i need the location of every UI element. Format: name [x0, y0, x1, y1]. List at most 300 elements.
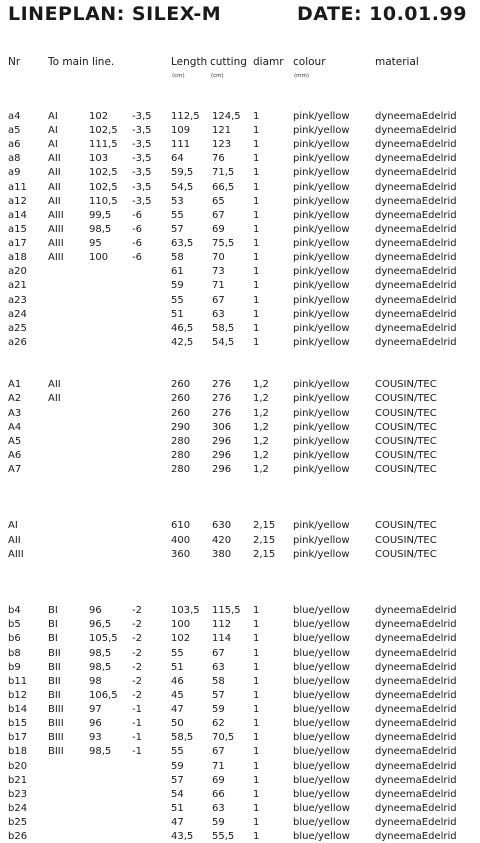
cell-to-main-length: 105,5 — [89, 633, 118, 645]
cell-material: dyneemaEdelrid — [375, 718, 457, 730]
cell-material: COUSIN/TEC — [375, 435, 437, 447]
cell-length: 53 — [171, 195, 184, 207]
cell-line-nr: a6 — [8, 139, 21, 151]
cell-colour: blue/yellow — [293, 689, 350, 701]
cell-colour: pink/yellow — [293, 125, 350, 137]
cell-cutting-length: 63 — [212, 308, 225, 320]
cell-diameter: 1 — [253, 774, 260, 786]
cell-colour: pink/yellow — [293, 520, 350, 532]
cell-material: dyneemaEdelrid — [375, 689, 457, 701]
table-row — [0, 435, 480, 448]
table-row — [0, 463, 480, 476]
cell-colour: blue/yellow — [293, 746, 350, 758]
cell-cutting-length: 67 — [212, 209, 225, 221]
cell-cutting-length: 65 — [212, 195, 225, 207]
cell-to-main-offset: -1 — [132, 732, 142, 744]
cell-diameter: 2,15 — [253, 548, 276, 560]
cell-to-main-offset: -2 — [132, 647, 142, 659]
table-row — [0, 548, 480, 561]
cell-to-main-line: BI — [48, 605, 58, 617]
table-row — [0, 322, 480, 335]
cell-to-main-line: AII — [48, 181, 61, 193]
cell-line-nr: b12 — [8, 689, 28, 701]
cell-length: 100 — [171, 619, 191, 631]
cell-colour: blue/yellow — [293, 619, 350, 631]
cell-material: COUSIN/TEC — [375, 421, 437, 433]
cell-to-main-length: 103 — [89, 153, 109, 165]
table-row — [0, 421, 480, 434]
cell-to-main-offset: -3,5 — [132, 125, 152, 137]
cell-to-main-offset: -3,5 — [132, 153, 152, 165]
cell-length: 360 — [171, 548, 191, 560]
cell-length: 55 — [171, 746, 184, 758]
table-row — [0, 830, 480, 843]
table-row — [0, 731, 480, 744]
cell-to-main-line: AIII — [48, 252, 64, 264]
cell-line-nr: b17 — [8, 732, 28, 744]
cell-line-nr: a24 — [8, 308, 27, 320]
cell-to-main-offset: -2 — [132, 661, 142, 673]
cell-to-main-line: BIII — [48, 732, 64, 744]
cell-colour: pink/yellow — [293, 167, 350, 179]
table-row — [0, 703, 480, 716]
cell-length: 51 — [171, 308, 184, 320]
cell-line-nr: b14 — [8, 704, 28, 716]
header-nr: Nr — [8, 56, 21, 68]
cell-length: 63,5 — [171, 238, 194, 250]
cell-to-main-length: 96 — [89, 718, 102, 730]
cell-length: 290 — [171, 421, 191, 433]
cell-colour: pink/yellow — [293, 111, 350, 122]
table-row — [0, 661, 480, 674]
cell-diameter: 1,2 — [253, 407, 269, 419]
cell-diameter: 1 — [253, 647, 260, 659]
cell-material: dyneemaEdelrid — [375, 223, 457, 235]
cell-length: 61 — [171, 266, 184, 278]
table-row — [0, 760, 480, 773]
cell-cutting-length: 112 — [212, 619, 232, 631]
cell-cutting-length: 63 — [212, 802, 225, 814]
cell-to-main-line: AII — [48, 153, 61, 165]
table-row — [0, 138, 480, 151]
cell-cutting-length: 70,5 — [212, 732, 235, 744]
cell-diameter: 1 — [253, 308, 260, 320]
header-length: Length — [171, 56, 208, 68]
cell-diameter: 1 — [253, 280, 260, 292]
cell-length: 103,5 — [171, 605, 200, 617]
cell-colour: blue/yellow — [293, 605, 350, 617]
table-row — [0, 308, 480, 321]
table-row — [0, 124, 480, 137]
cell-cutting-length: 276 — [212, 379, 232, 391]
cell-material: dyneemaEdelrid — [375, 252, 457, 264]
cell-material: dyneemaEdelrid — [375, 195, 457, 207]
cell-cutting-length: 76 — [212, 153, 225, 165]
header-to-main-line: To main line. — [48, 56, 115, 68]
cell-material: dyneemaEdelrid — [375, 308, 457, 320]
cell-material: dyneemaEdelrid — [375, 125, 457, 137]
cell-to-main-offset: -1 — [132, 718, 142, 730]
cell-line-nr: a18 — [8, 252, 27, 264]
cell-cutting-length: 114 — [212, 633, 232, 645]
cell-diameter: 1 — [253, 689, 260, 701]
cell-material: dyneemaEdelrid — [375, 817, 457, 828]
cell-line-nr: a12 — [8, 195, 27, 207]
cell-colour: blue/yellow — [293, 647, 350, 659]
table-row — [0, 336, 480, 349]
cell-cutting-length: 66,5 — [212, 181, 235, 193]
cell-to-main-length: 96 — [89, 605, 102, 617]
cell-diameter: 1 — [253, 336, 260, 348]
cell-diameter: 1 — [253, 181, 260, 193]
cell-diameter: 1 — [253, 605, 260, 617]
cell-to-main-line: AII — [48, 393, 61, 405]
cell-to-main-line: BII — [48, 647, 61, 659]
cell-material: dyneemaEdelrid — [375, 153, 457, 165]
cell-line-nr: b15 — [8, 718, 28, 730]
table-row — [0, 449, 480, 462]
cell-colour: blue/yellow — [293, 633, 350, 645]
cell-colour: blue/yellow — [293, 661, 350, 673]
cell-diameter: 1 — [253, 266, 260, 278]
cell-colour: pink/yellow — [293, 209, 350, 221]
cell-to-main-line: AII — [48, 379, 61, 391]
cell-colour: pink/yellow — [293, 407, 350, 419]
cell-colour: pink/yellow — [293, 464, 350, 475]
cell-line-nr: b24 — [8, 802, 28, 814]
cell-cutting-length: 71,5 — [212, 167, 235, 179]
cell-cutting-length: 380 — [212, 548, 232, 560]
cell-to-main-offset: -1 — [132, 746, 142, 758]
cell-length: 54,5 — [171, 181, 194, 193]
cell-length: 51 — [171, 661, 184, 673]
cell-line-nr: a8 — [8, 153, 21, 165]
date-title: DATE: 10.01.99 — [297, 3, 467, 25]
table-row — [0, 802, 480, 815]
cell-length: 59,5 — [171, 167, 194, 179]
cell-to-main-length: 96,5 — [89, 619, 112, 631]
cell-colour: pink/yellow — [293, 223, 350, 235]
cell-line-nr: A2 — [8, 393, 22, 405]
cell-to-main-line: AIII — [48, 223, 64, 235]
cell-cutting-length: 57 — [212, 689, 225, 701]
cell-to-main-length: 111,5 — [89, 139, 118, 151]
cell-line-nr: b23 — [8, 788, 28, 800]
table-row — [0, 745, 480, 758]
table-row — [0, 604, 480, 617]
unit-colour: (mm) — [294, 73, 310, 79]
table-row — [0, 675, 480, 688]
header-cutting: cutting — [210, 56, 247, 68]
cell-colour: pink/yellow — [293, 181, 350, 193]
cell-to-main-length: 95 — [89, 238, 102, 250]
cell-to-main-offset: -3,5 — [132, 167, 152, 179]
cell-cutting-length: 66 — [212, 788, 225, 800]
cell-cutting-length: 58,5 — [212, 322, 235, 334]
cell-material: dyneemaEdelrid — [375, 266, 457, 278]
cell-diameter: 1 — [253, 125, 260, 137]
cell-line-nr: AII — [8, 534, 21, 546]
cell-cutting-length: 71 — [212, 760, 225, 772]
cell-material: dyneemaEdelrid — [375, 802, 457, 814]
cell-colour: blue/yellow — [293, 760, 350, 772]
cell-diameter: 1 — [253, 223, 260, 235]
cell-diameter: 1 — [253, 817, 260, 828]
cell-to-main-line: BIII — [48, 746, 64, 758]
cell-to-main-line: AII — [48, 195, 61, 207]
cell-to-main-line: BII — [48, 661, 61, 673]
cell-line-nr: a15 — [8, 223, 27, 235]
cell-material: dyneemaEdelrid — [375, 746, 457, 758]
cell-diameter: 1 — [253, 139, 260, 151]
cell-cutting-length: 121 — [212, 125, 232, 137]
table-row — [0, 181, 480, 194]
cell-diameter: 1 — [253, 619, 260, 631]
cell-diameter: 1 — [253, 746, 260, 758]
cell-cutting-length: 276 — [212, 393, 232, 405]
cell-length: 51 — [171, 802, 184, 814]
cell-colour: pink/yellow — [293, 294, 350, 306]
cell-material: dyneemaEdelrid — [375, 238, 457, 250]
cell-to-main-line: BI — [48, 633, 58, 645]
cell-cutting-length: 124,5 — [212, 111, 241, 122]
cell-line-nr: a11 — [8, 181, 27, 193]
table-row — [0, 534, 480, 547]
cell-length: 260 — [171, 393, 191, 405]
cell-cutting-length: 306 — [212, 421, 232, 433]
cell-to-main-offset: -6 — [132, 238, 142, 250]
cell-material: dyneemaEdelrid — [375, 294, 457, 306]
cell-diameter: 1 — [253, 153, 260, 165]
table-row — [0, 223, 480, 236]
cell-cutting-length: 630 — [212, 520, 232, 532]
cell-diameter: 1 — [253, 675, 260, 687]
cell-cutting-length: 296 — [212, 435, 232, 447]
cell-to-main-length: 102 — [89, 111, 109, 122]
cell-length: 610 — [171, 520, 191, 532]
cell-colour: blue/yellow — [293, 675, 350, 687]
cell-colour: pink/yellow — [293, 421, 350, 433]
cell-diameter: 1 — [253, 252, 260, 264]
cell-diameter: 1 — [253, 704, 260, 716]
cell-material: COUSIN/TEC — [375, 548, 437, 560]
cell-length: 42,5 — [171, 336, 194, 348]
cell-line-nr: b18 — [8, 746, 28, 758]
cell-cutting-length: 67 — [212, 294, 225, 306]
table-row — [0, 774, 480, 787]
cell-length: 57 — [171, 774, 184, 786]
header-colour: colour — [293, 56, 326, 68]
cell-to-main-line: AI — [48, 111, 58, 122]
cell-to-main-line: AI — [48, 139, 58, 151]
cell-cutting-length: 420 — [212, 534, 232, 546]
cell-length: 50 — [171, 718, 184, 730]
cell-line-nr: b26 — [8, 831, 28, 843]
cell-cutting-length: 58 — [212, 675, 225, 687]
cell-line-nr: a21 — [8, 280, 27, 292]
cell-colour: pink/yellow — [293, 153, 350, 165]
cell-cutting-length: 296 — [212, 464, 232, 475]
cell-length: 400 — [171, 534, 191, 546]
cell-line-nr: A3 — [8, 407, 22, 419]
table-row — [0, 392, 480, 405]
table-row — [0, 195, 480, 208]
cell-length: 43,5 — [171, 831, 194, 843]
cell-to-main-line: AI — [48, 125, 58, 137]
cell-material: COUSIN/TEC — [375, 520, 437, 532]
cell-to-main-length: 102,5 — [89, 181, 118, 193]
cell-colour: blue/yellow — [293, 802, 350, 814]
cell-cutting-length: 75,5 — [212, 238, 235, 250]
cell-colour: blue/yellow — [293, 774, 350, 786]
cell-material: dyneemaEdelrid — [375, 181, 457, 193]
cell-line-nr: A7 — [8, 464, 22, 475]
cell-material: dyneemaEdelrid — [375, 661, 457, 673]
cell-to-main-offset: -3,5 — [132, 139, 152, 151]
cell-line-nr: b11 — [8, 675, 28, 687]
cell-material: dyneemaEdelrid — [375, 619, 457, 631]
cell-material: COUSIN/TEC — [375, 464, 437, 475]
cell-colour: blue/yellow — [293, 704, 350, 716]
cell-line-nr: b6 — [8, 633, 21, 645]
cell-line-nr: a5 — [8, 125, 21, 137]
cell-colour: pink/yellow — [293, 139, 350, 151]
cell-material: COUSIN/TEC — [375, 534, 437, 546]
cell-to-main-line: BIII — [48, 704, 64, 716]
cell-colour: pink/yellow — [293, 322, 350, 334]
cell-diameter: 1 — [253, 633, 260, 645]
cell-to-main-length: 98,5 — [89, 746, 112, 758]
cell-material: dyneemaEdelrid — [375, 111, 457, 122]
cell-colour: pink/yellow — [293, 266, 350, 278]
cell-line-nr: a25 — [8, 322, 27, 334]
cell-length: 111 — [171, 139, 191, 151]
cell-length: 55 — [171, 294, 184, 306]
cell-line-nr: a9 — [8, 167, 21, 179]
cell-line-nr: b4 — [8, 605, 21, 617]
cell-cutting-length: 276 — [212, 407, 232, 419]
cell-line-nr: A6 — [8, 449, 22, 461]
cell-to-main-length: 93 — [89, 732, 102, 744]
cell-material: dyneemaEdelrid — [375, 139, 457, 151]
table-row — [0, 407, 480, 420]
cell-line-nr: a14 — [8, 209, 27, 221]
cell-to-main-line: AIII — [48, 238, 64, 250]
cell-diameter: 1 — [253, 167, 260, 179]
cell-length: 47 — [171, 704, 184, 716]
cell-cutting-length: 55,5 — [212, 831, 235, 843]
cell-diameter: 1 — [253, 209, 260, 221]
cell-cutting-length: 59 — [212, 704, 225, 716]
cell-material: dyneemaEdelrid — [375, 732, 457, 744]
cell-colour: pink/yellow — [293, 280, 350, 292]
cell-length: 102 — [171, 633, 191, 645]
cell-to-main-offset: -1 — [132, 704, 142, 716]
table-row — [0, 294, 480, 307]
cell-diameter: 1 — [253, 195, 260, 207]
cell-length: 55 — [171, 209, 184, 221]
cell-cutting-length: 62 — [212, 718, 225, 730]
table-row — [0, 279, 480, 292]
cell-to-main-length: 98 — [89, 675, 102, 687]
cell-length: 55 — [171, 647, 184, 659]
cell-to-main-offset: -3,5 — [132, 181, 152, 193]
table-row — [0, 152, 480, 165]
cell-to-main-length: 98,5 — [89, 223, 112, 235]
cell-diameter: 1,2 — [253, 421, 269, 433]
cell-length: 46,5 — [171, 322, 194, 334]
cell-colour: pink/yellow — [293, 393, 350, 405]
cell-colour: pink/yellow — [293, 252, 350, 264]
cell-line-nr: b5 — [8, 619, 21, 631]
cell-to-main-line: BI — [48, 619, 58, 631]
cell-cutting-length: 70 — [212, 252, 225, 264]
cell-material: dyneemaEdelrid — [375, 280, 457, 292]
table-row — [0, 265, 480, 278]
cell-diameter: 1 — [253, 732, 260, 744]
table-row — [0, 519, 480, 532]
table-row — [0, 251, 480, 264]
cell-to-main-offset: -3,5 — [132, 111, 152, 122]
table-row — [0, 237, 480, 250]
cell-to-main-line: AII — [48, 167, 61, 179]
cell-diameter: 1 — [253, 661, 260, 673]
table-row — [0, 717, 480, 730]
cell-to-main-offset: -2 — [132, 605, 142, 617]
cell-colour: pink/yellow — [293, 195, 350, 207]
cell-diameter: 1 — [253, 831, 260, 843]
unit-cutting: (cm) — [211, 73, 224, 79]
cell-line-nr: b9 — [8, 661, 21, 673]
cell-material: dyneemaEdelrid — [375, 774, 457, 786]
cell-to-main-line: AIII — [48, 209, 64, 221]
cell-diameter: 1,2 — [253, 449, 269, 461]
cell-cutting-length: 69 — [212, 774, 225, 786]
cell-length: 46 — [171, 675, 184, 687]
cell-to-main-length: 98,5 — [89, 661, 112, 673]
cell-to-main-offset: -2 — [132, 675, 142, 687]
header-diamr: diamr — [253, 56, 284, 68]
cell-to-main-length: 110,5 — [89, 195, 118, 207]
table-row — [0, 788, 480, 801]
cell-line-nr: b21 — [8, 774, 28, 786]
cell-line-nr: AI — [8, 520, 18, 532]
cell-material: dyneemaEdelrid — [375, 605, 457, 617]
table-row — [0, 689, 480, 702]
table-row — [0, 816, 480, 829]
cell-length: 280 — [171, 435, 191, 447]
cell-material: dyneemaEdelrid — [375, 647, 457, 659]
cell-to-main-length: 106,5 — [89, 689, 118, 701]
cell-to-main-offset: -2 — [132, 619, 142, 631]
cell-material: COUSIN/TEC — [375, 379, 437, 391]
cell-length: 58,5 — [171, 732, 194, 744]
cell-to-main-line: BII — [48, 689, 61, 701]
cell-colour: pink/yellow — [293, 238, 350, 250]
cell-material: dyneemaEdelrid — [375, 704, 457, 716]
cell-diameter: 1,2 — [253, 435, 269, 447]
cell-length: 59 — [171, 760, 184, 772]
cell-diameter: 1,2 — [253, 464, 269, 475]
cell-diameter: 2,15 — [253, 520, 276, 532]
cell-length: 57 — [171, 223, 184, 235]
cell-to-main-line: BIII — [48, 718, 64, 730]
cell-cutting-length: 69 — [212, 223, 225, 235]
cell-material: dyneemaEdelrid — [375, 760, 457, 772]
cell-to-main-length: 100 — [89, 252, 109, 264]
cell-to-main-offset: -3,5 — [132, 195, 152, 207]
cell-length: 58 — [171, 252, 184, 264]
